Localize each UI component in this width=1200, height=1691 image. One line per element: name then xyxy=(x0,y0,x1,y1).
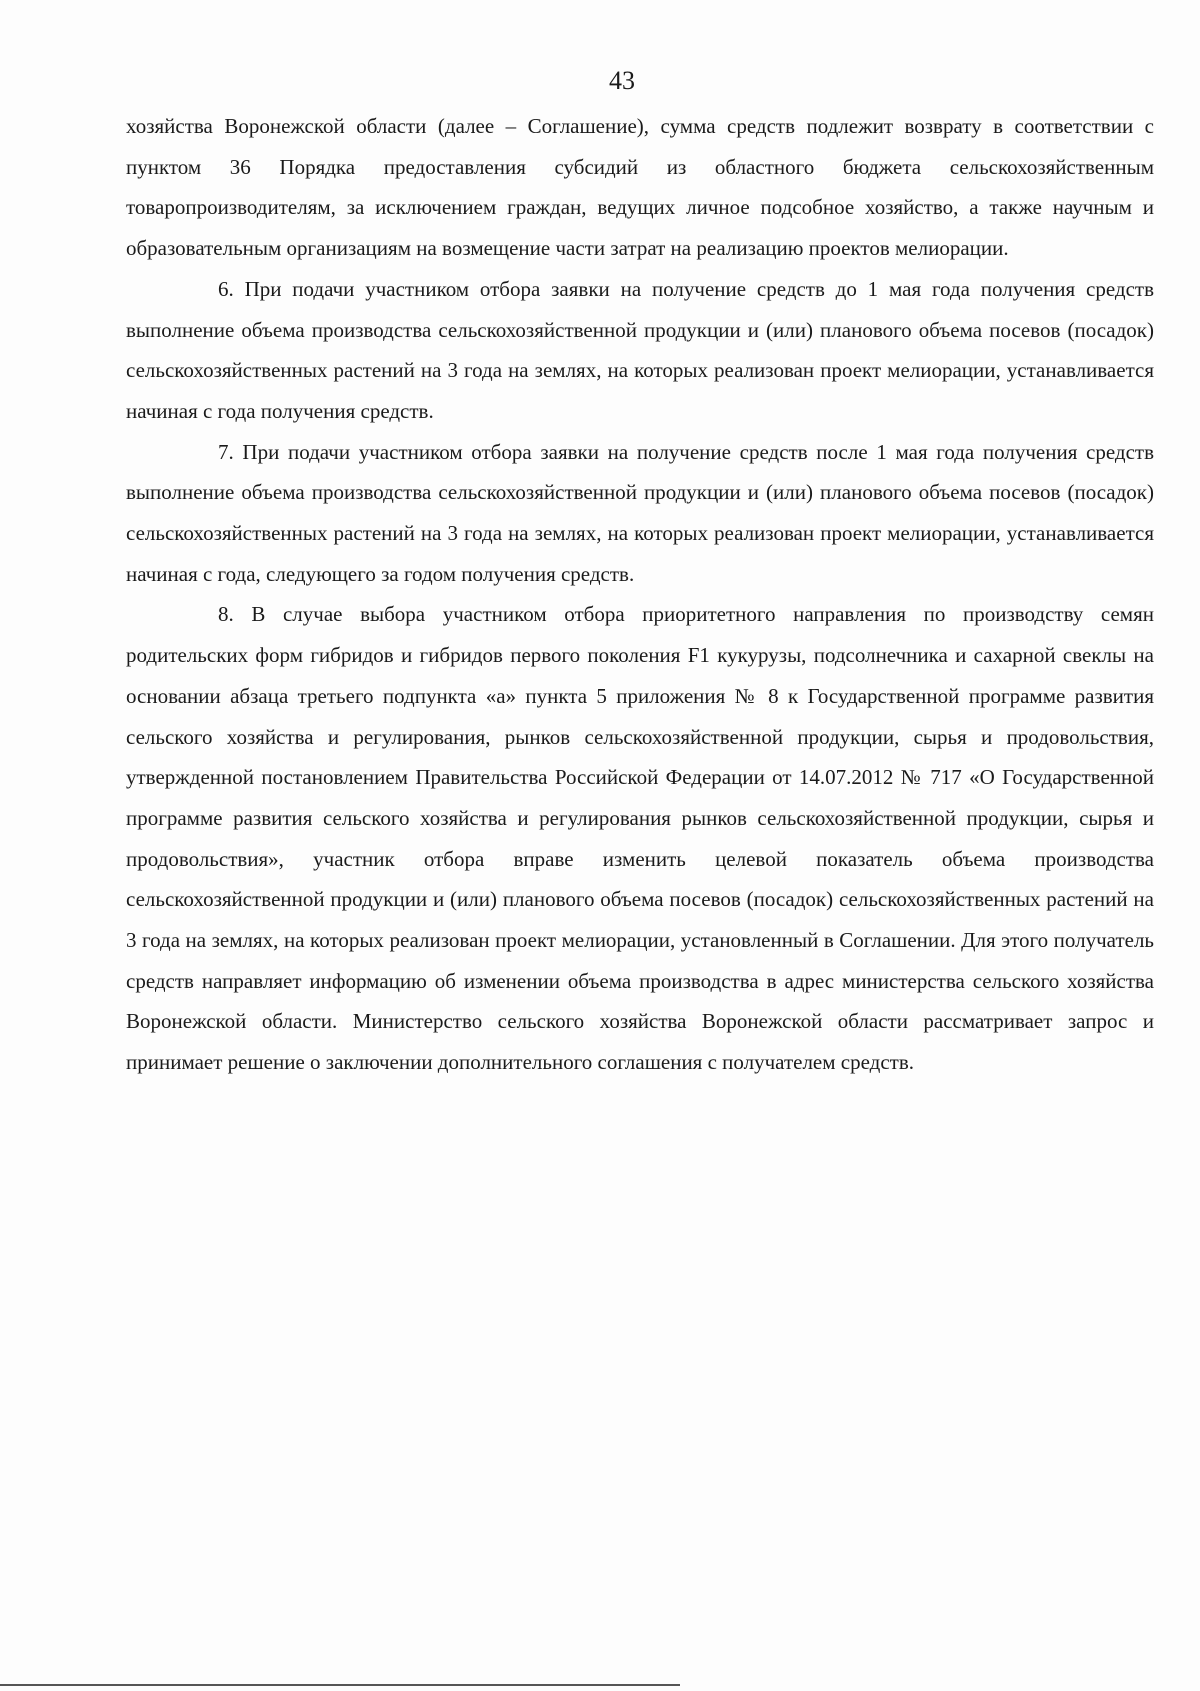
paragraph-item-6: 6. При подачи участником отбора заявки на получение средств до 1 мая года получения средств выполнение объема производства сельскохозяйственной продукции и (или) планового объема посевов (посадок) сельскохозяйственных растений на 3 года на землях, на которых реализован проект мелиорации, устанавливается начиная с года получения средств. xyxy=(126,276,1154,423)
paragraph-item-7: 7. При подачи участником отбора заявки на получение средств после 1 мая года получения средств выполнение объема производства сельскохозяйственной продукции и (или) планового объема посевов (посадок) сельскохозяйственных растений на 3 года на землях, на которых реализован проект мелиорации, устанавливается начиная с года, следующего за годом получения средств. xyxy=(126,439,1154,586)
paragraph-item-8: 8. В случае выбора участником отбора приоритетного направления по производству семян родительских форм гибридов и гибридов первого поколения F1 кукурузы, подсолнечника и сахарной свеклы на основании абзаца третьего подпункта «а» пункта 5 приложения № 8 к Государственной программе развития сельского хозяйства и регулирования, рынков сельскохозяйственной продукции, сырья и продовольствия, утвержденной постановлением Правительства Российской Федерации от 14.07.2012 № 717 «О Государственной программе развития сельского хозяйства и регулирования рынков сельскохозяйственной продукции, сырья и продовольствия», участник отбора вправе изменить целевой показатель объема производства сельскохозяйственной продукции и (или) планового объема посевов (посадок) сельскохозяйственных растений на 3 года на землях, на которых реализован проект мелиорации, установленный в Соглашении. Для этого получатель средств направляет информацию об изменении объема производства в адрес министерства сельского хозяйства Воронежской области. Министерство сельского хозяйства Воронежской области рассматривает запрос и принимает решение о заключении дополнительного соглашения с получателем средств. xyxy=(126,602,1154,1075)
page-number: 43 xyxy=(609,66,635,95)
bottom-scan-line xyxy=(0,1684,680,1686)
paragraph-continuation: хозяйства Воронежской области (далее – Соглашение), сумма средств подлежит возврату в соответствии с пунктом 36 Порядка предоставления субсидий из областного бюджета сельскохозяйственным товаропроизводителям, за исключением граждан, ведущих личное подсобное хозяйство, а также научным и образовательным организациям на возмещение части затрат на реализацию проектов мелиорации. xyxy=(126,114,1154,261)
document-body xyxy=(126,106,1154,1083)
